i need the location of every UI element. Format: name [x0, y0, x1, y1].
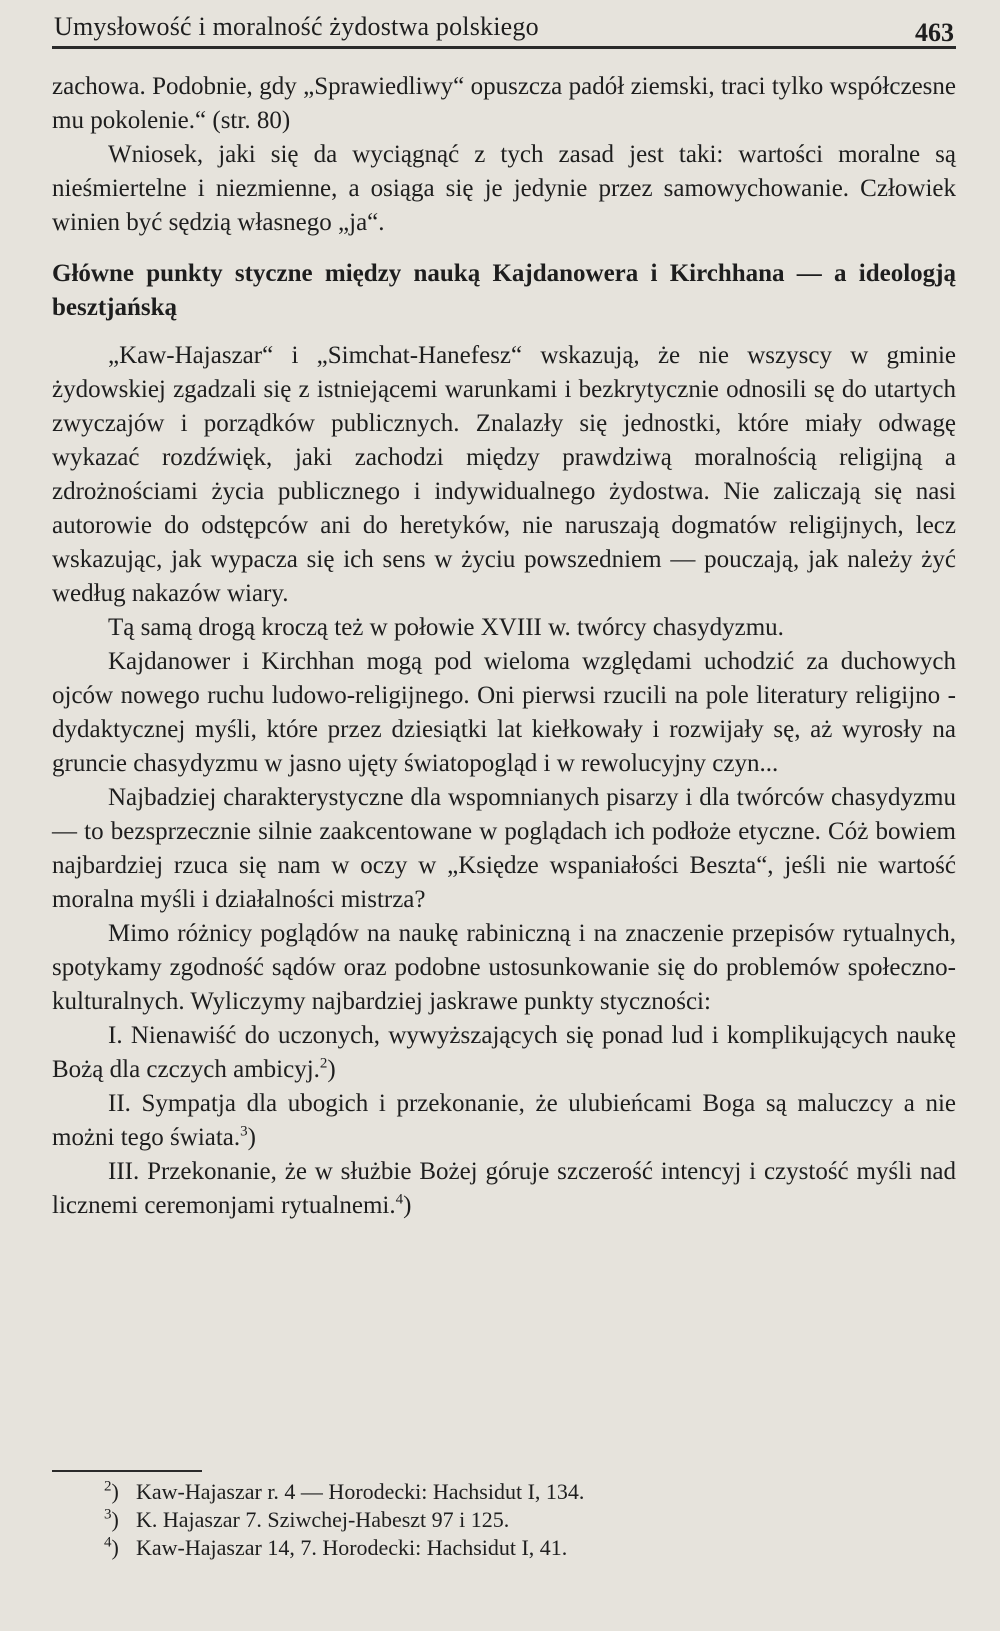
list-item-text: III. Przekonanie, że w służbie Bożej góruje szczerość intencyj i czystość myśli nad licznemi ceremonjami rytualnemi. [52, 1158, 956, 1219]
footnote-rule [52, 1470, 202, 1472]
running-title: Umysłowość i moralność żydostwa polskiego [54, 12, 539, 41]
list-item: III. Przekonanie, że w służbie Bożej góruje szczerość intencyj i czystość myśli nad licznemi ceremonjami rytualnemi.$^4$) [52, 1158, 956, 1219]
section-heading: Główne punkty styczne między nauką Kajdanowera i Kirchhana — a ideologją besztjańską [52, 260, 956, 321]
footnote-reference: 2 [319, 1055, 328, 1072]
footnote-reference: 3 [240, 1123, 248, 1140]
intro-paragraph: Wniosek, jaki się da wyciągnąć z tych zasad jest taki: wartości moralne są nieśmiertelne i niezmienne, a osiąga się je jedynie przez samowychowanie. Człowiek winien być sędzią własnego „ja“. [52, 141, 956, 236]
list-item-text: I. Nienawiść do uczonych, wywyższających się ponad lud i komplikujących naukę Bożą dla czczych ambicyj. [52, 1022, 956, 1083]
body-text [52, 70, 956, 1223]
footnote-reference: 4 [395, 1191, 404, 1208]
page-header [52, 8, 956, 47]
section-paragraph: Mimo różnicy poglądów na naukę rabiniczną i na znaczenie przepisów rytualnych, spotykamy zgodność sądów oraz podobne ustosunkowanie się do problemów społeczno-kulturalnych. Wyliczymy najbardziej jaskrawe punkty styczności: [52, 920, 956, 1015]
section-paragraph: „Kaw-Hajaszar“ i „Simchat-Hanefesz“ wskazują, że nie wszyscy w gminie żydowskiej zgadzali się z istniejącemi warunkami i bezkrytycznie odnosili sę do utartych zwyczajów i porządków publicznych. Znalazły się jednostki, które miały odwagę wykazać rozdźwięk, jaki zachodzi między prawdziwą moralnością religijną a zdrożnościami życia publicznego i indywidualnego żydostwa. Nie zaliczają się nasi autorowie do odstępców ani do heretyków, nie naruszają dogmatów religijnych, lecz wskazując, jak wypacza się ich sens w życiu powszedniem — pouczają, jak należy żyć według nakazów wiary. [52, 342, 956, 607]
header-rule [52, 46, 956, 49]
footnote-mark: 3 [104, 1506, 112, 1523]
list-item: I. Nienawiść do uczonych, wywyższających się ponad lud i komplikujących naukę Bożą dla czczych ambicyj.$^2$) [52, 1022, 956, 1083]
footnote-text: K. Hajaszar 7. Sziwchej-Habeszt 97 i 125. [136, 1507, 510, 1532]
intro-paragraph: zachowa. Podobnie, gdy „Sprawiedliwy“ opuszcza padół ziemski, traci tylko współczesne mu pokolenie.“ (str. 80) [52, 73, 956, 134]
footnote: $^4$) Kaw-Hajaszar 14, 7. Horodecki: Hachsidut I, 41. [104, 1534, 568, 1560]
footnote: $^2$) Kaw-Hajaszar r. 4 — Horodecki: Hachsidut I, 134. [104, 1478, 585, 1504]
list-item-text: II. Sympatja dla ubogich i przekonanie, że ulubieńcami Boga są maluczcy a nie możni tego świata. [52, 1090, 956, 1151]
section-paragraph: Tą samą drogą kroczą też w połowie XVIII w. twórcy chasydyzmu. [108, 614, 784, 641]
footnote-mark: 4 [104, 1534, 112, 1551]
footnotes [104, 1478, 956, 1562]
section-paragraph: Kajdanower i Kirchhan mogą pod wieloma względami uchodzić za duchowych ojców nowego ruchu ludowo-religijnego. Oni pierwsi rzucili na pole literatury religijno - dydaktycznej myśli, które przez dziesiątki lat kiełkowały i rozwijały sę, aż wyrosły na gruncie chasydyzmu w jasno ujęty światopogląd i w rewolucyjny czyn... [52, 648, 956, 777]
list-item: II. Sympatja dla ubogich i przekonanie, że ulubieńcami Boga są maluczcy a nie możni tego świata.$^3$) [52, 1090, 956, 1151]
footnote: $^3$) K. Hajaszar 7. Sziwchej-Habeszt 97 i 125. [104, 1506, 510, 1532]
page-number: 463 [915, 18, 954, 47]
footnote-text: Kaw-Hajaszar 14, 7. Horodecki: Hachsidut I, 41. [136, 1535, 568, 1560]
section-paragraph: Najbadziej charakterystyczne dla wspomnianych pisarzy i dla twórców chasydyzmu — to bezsprzecznie silnie zaakcentowane w poglądach ich podłoże etyczne. Cóż bowiem najbardziej rzuca się nam w oczy w „Księdze wspaniałości Beszta“, jeśli nie wartość moralna myśli i działalności mistrza? [52, 784, 956, 913]
footnote-text: Kaw-Hajaszar r. 4 — Horodecki: Hachsidut I, 134. [136, 1479, 585, 1504]
footnote-mark: 2 [104, 1478, 112, 1495]
